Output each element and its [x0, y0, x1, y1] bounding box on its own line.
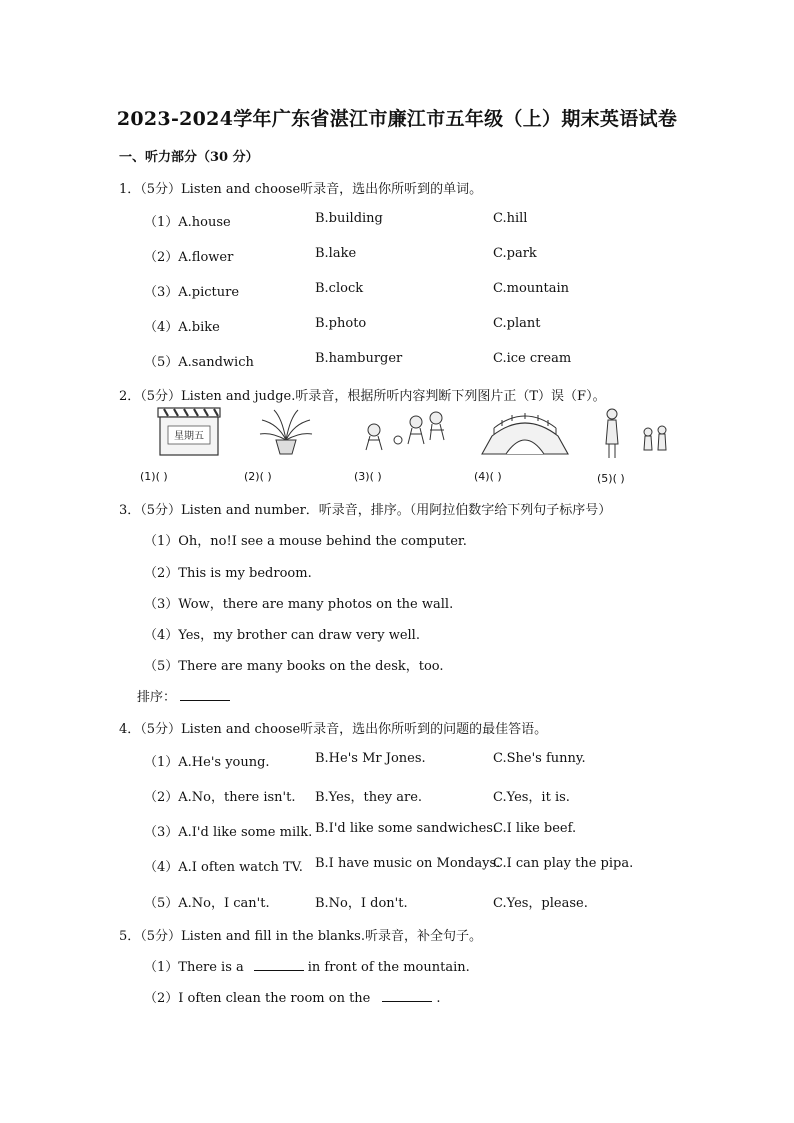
- option-a: （1）A.He's young.: [144, 755, 270, 770]
- option-a: （5）A.sandwich: [144, 355, 254, 370]
- option-c: C.park: [493, 246, 537, 261]
- option-a: （5）A.No，I can't.: [144, 896, 270, 911]
- option-b: B.Yes，they are.: [315, 790, 423, 805]
- option-a: （2）A.flower: [144, 250, 234, 265]
- question-2-stem: 2．（5分）Listen and judge.听录音，根据所听内容判断下列图片正（T）误（F）。: [119, 389, 606, 404]
- answer-blank[interactable]: [254, 958, 304, 971]
- option-b: B.No，I don't.: [315, 896, 408, 911]
- option-c: C.hill: [493, 211, 528, 226]
- answer-blank[interactable]: [382, 989, 432, 1002]
- order-blank[interactable]: [180, 688, 230, 701]
- option-b: B.I have music on Mondays.: [315, 856, 501, 871]
- option-c: C.She's funny.: [493, 751, 586, 766]
- q1-option-row: [144, 211, 704, 229]
- sentence-start: （2）I often clean the room on the: [144, 991, 371, 1006]
- option-c: C.mountain: [493, 281, 570, 296]
- q1-option-row: [144, 316, 704, 334]
- option-a: （3）A.I'd like some milk.: [144, 825, 313, 840]
- picture-1-label: (1)( ): [140, 470, 168, 483]
- exam-title: 2023-2024学年广东省湛江市廉江市五年级（上）期末英语试卷: [116, 108, 678, 130]
- sign-text: 星期五: [174, 431, 204, 442]
- q4-option-row: [144, 751, 704, 769]
- question-4-stem: 4．（5分）Listen and choose听录音，选出你所听到的问题的最佳答语。: [119, 722, 548, 737]
- section-heading-listening: 一、听力部分（30 分）: [119, 150, 259, 165]
- option-c: C.Yes，it is.: [493, 790, 570, 805]
- option-b: B.lake: [315, 246, 357, 261]
- order-answer-line: [137, 686, 234, 705]
- option-a: （4）A.I often watch TV.: [144, 860, 303, 875]
- children-playing-picture: [360, 406, 450, 458]
- picture-2-label: (2)( ): [244, 470, 272, 483]
- sentence-end: .: [436, 991, 441, 1006]
- sentence-start: （1）There is a: [144, 960, 244, 975]
- question-1-stem: 1．（5分）Listen and choose听录音，选出你所听到的单词。: [119, 182, 483, 197]
- picture-4-label: (4)( ): [474, 470, 502, 483]
- option-a: （3）A.picture: [144, 285, 240, 300]
- option-b: B.I'd like some sandwiches.: [315, 821, 498, 836]
- sentence-item: （3）Wow，there are many photos on the wall.: [144, 597, 454, 612]
- friday-sign-picture: [154, 406, 224, 458]
- q1-option-row: [144, 246, 704, 264]
- fill-blank-sentence: [144, 956, 470, 975]
- potted-plant-picture: [256, 406, 316, 458]
- q4-option-row: [144, 786, 704, 804]
- q1-option-row: [144, 281, 704, 299]
- question-5-stem: 5．（5分）Listen and fill in the blanks.听录音，补全句子。: [119, 929, 482, 944]
- question-3-stem: 3．（5分）Listen and number．听录音，排序。（用阿拉伯数字给下列句子标序号）: [119, 503, 612, 518]
- picture-3-label: (3)( ): [354, 470, 382, 483]
- option-c: C.plant: [493, 316, 541, 331]
- option-a: （4）A.bike: [144, 320, 220, 335]
- option-b: B.clock: [315, 281, 364, 296]
- option-a: （1）A.house: [144, 215, 231, 230]
- option-c: C.I can play the pipa.: [493, 856, 634, 871]
- fill-blank-sentence: [144, 987, 441, 1006]
- picture-5-label: (5)( ): [597, 472, 625, 485]
- sentence-item: （1）Oh，no!I see a mouse behind the computer.: [144, 534, 467, 549]
- option-b: B.hamburger: [315, 351, 403, 366]
- option-b: B.photo: [315, 316, 367, 331]
- option-c: C.I like beef.: [493, 821, 577, 836]
- sentence-end: in front of the mountain.: [307, 960, 470, 975]
- sentence-item: （2）This is my bedroom.: [144, 566, 312, 581]
- picture-strip: [140, 406, 680, 488]
- option-b: B.building: [315, 211, 383, 226]
- q4-option-row: [144, 856, 704, 874]
- q4-option-row: [144, 821, 704, 839]
- option-c: C.Yes，please.: [493, 896, 588, 911]
- q1-option-row: [144, 351, 704, 369]
- option-c: C.ice cream: [493, 351, 572, 366]
- option-b: B.He's Mr Jones.: [315, 751, 426, 766]
- order-label: 排序：: [137, 690, 177, 705]
- option-a: （2）A.No，there isn't.: [144, 790, 296, 805]
- teacher-and-students-picture: [602, 406, 674, 462]
- q4-option-row: [144, 892, 704, 910]
- sentence-item: （5）There are many books on the desk，too.: [144, 659, 444, 674]
- sentence-item: （4）Yes，my brother can draw very well.: [144, 628, 420, 643]
- stone-bridge-picture: [480, 406, 570, 458]
